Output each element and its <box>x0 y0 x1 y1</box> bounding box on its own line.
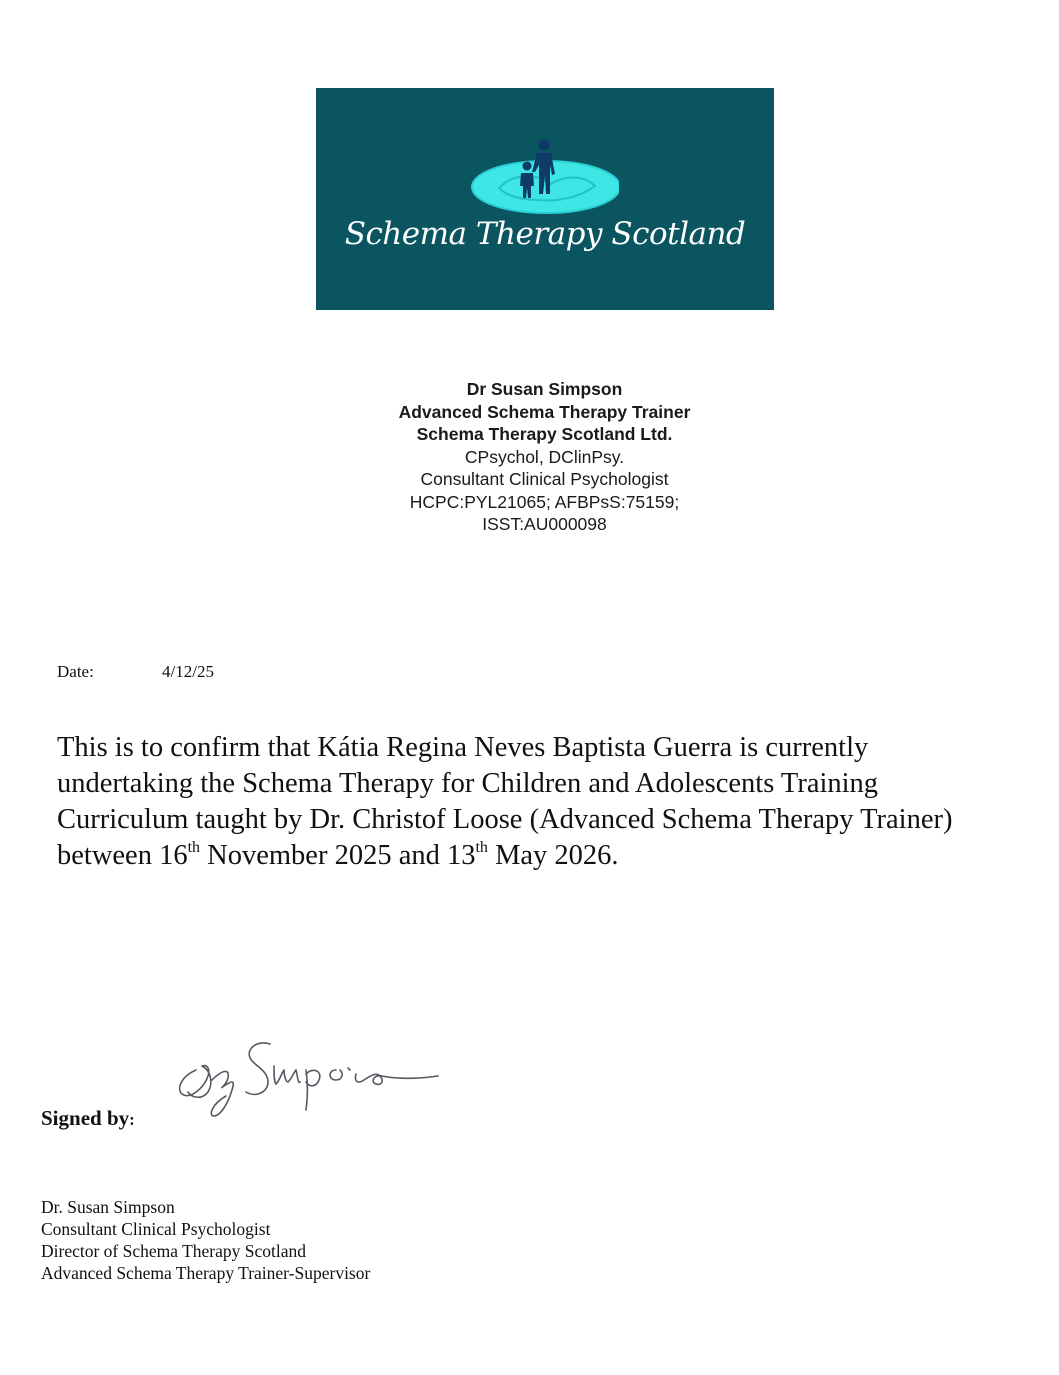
signed-by-colon: : <box>129 1110 135 1129</box>
signatory-position: Director of Schema Therapy Scotland <box>41 1241 307 1261</box>
logo-banner <box>316 88 774 310</box>
letterhead-title: Advanced Schema Therapy Trainer <box>398 401 691 422</box>
body-line-4-part1: between 16 <box>57 840 188 871</box>
letterhead <box>0 378 1059 536</box>
logo-text: Schema Therapy Scotland <box>344 216 746 252</box>
signatory-block <box>41 1196 370 1284</box>
letterhead-company: Schema Therapy Scotland Ltd. <box>416 424 673 444</box>
date-label: Date: <box>57 662 94 681</box>
letterhead-registrations: HCPC:PYL21065; AFBPsS:75159; <box>409 491 680 512</box>
body-line-2: undertaking the Schema Therapy for Children and Adolescents Training <box>57 768 879 799</box>
letterhead-qualifications: CPsychol, DClinPsy. <box>464 446 625 467</box>
signatory-role: Consultant Clinical Psychologist <box>41 1219 271 1239</box>
ordinal-suffix: th <box>475 839 488 856</box>
ordinal-suffix: th <box>187 839 201 856</box>
signatory-credential: Advanced Schema Therapy Trainer-Supervisor <box>41 1263 371 1283</box>
parent-child-logo-icon <box>459 136 619 216</box>
letterhead-isst: ISST:AU000098 <box>482 514 607 534</box>
signed-by-label <box>41 1106 135 1131</box>
letterhead-name: Dr Susan Simpson <box>466 379 623 399</box>
body-line-1: This is to confirm that Kátia Regina Neves Baptista Guerra is currently <box>57 732 869 763</box>
date-row <box>57 662 214 682</box>
body-line-4 <box>57 838 1057 874</box>
confirmation-text <box>57 730 1057 874</box>
signed-by-text: Signed by <box>41 1106 130 1130</box>
handwritten-signature <box>170 1030 450 1130</box>
signatory-name: Dr. Susan Simpson <box>41 1197 175 1217</box>
body-line-4-part3: May 2026. <box>487 840 619 871</box>
body-line-3: Curriculum taught by Dr. Christof Loose (Advanced Schema Therapy Trainer) <box>57 804 953 835</box>
letterhead-role: Consultant Clinical Psychologist <box>420 469 669 489</box>
date-value: 4/12/25 <box>162 662 214 681</box>
body-line-4-part2: November 2025 and 13 <box>200 840 476 871</box>
